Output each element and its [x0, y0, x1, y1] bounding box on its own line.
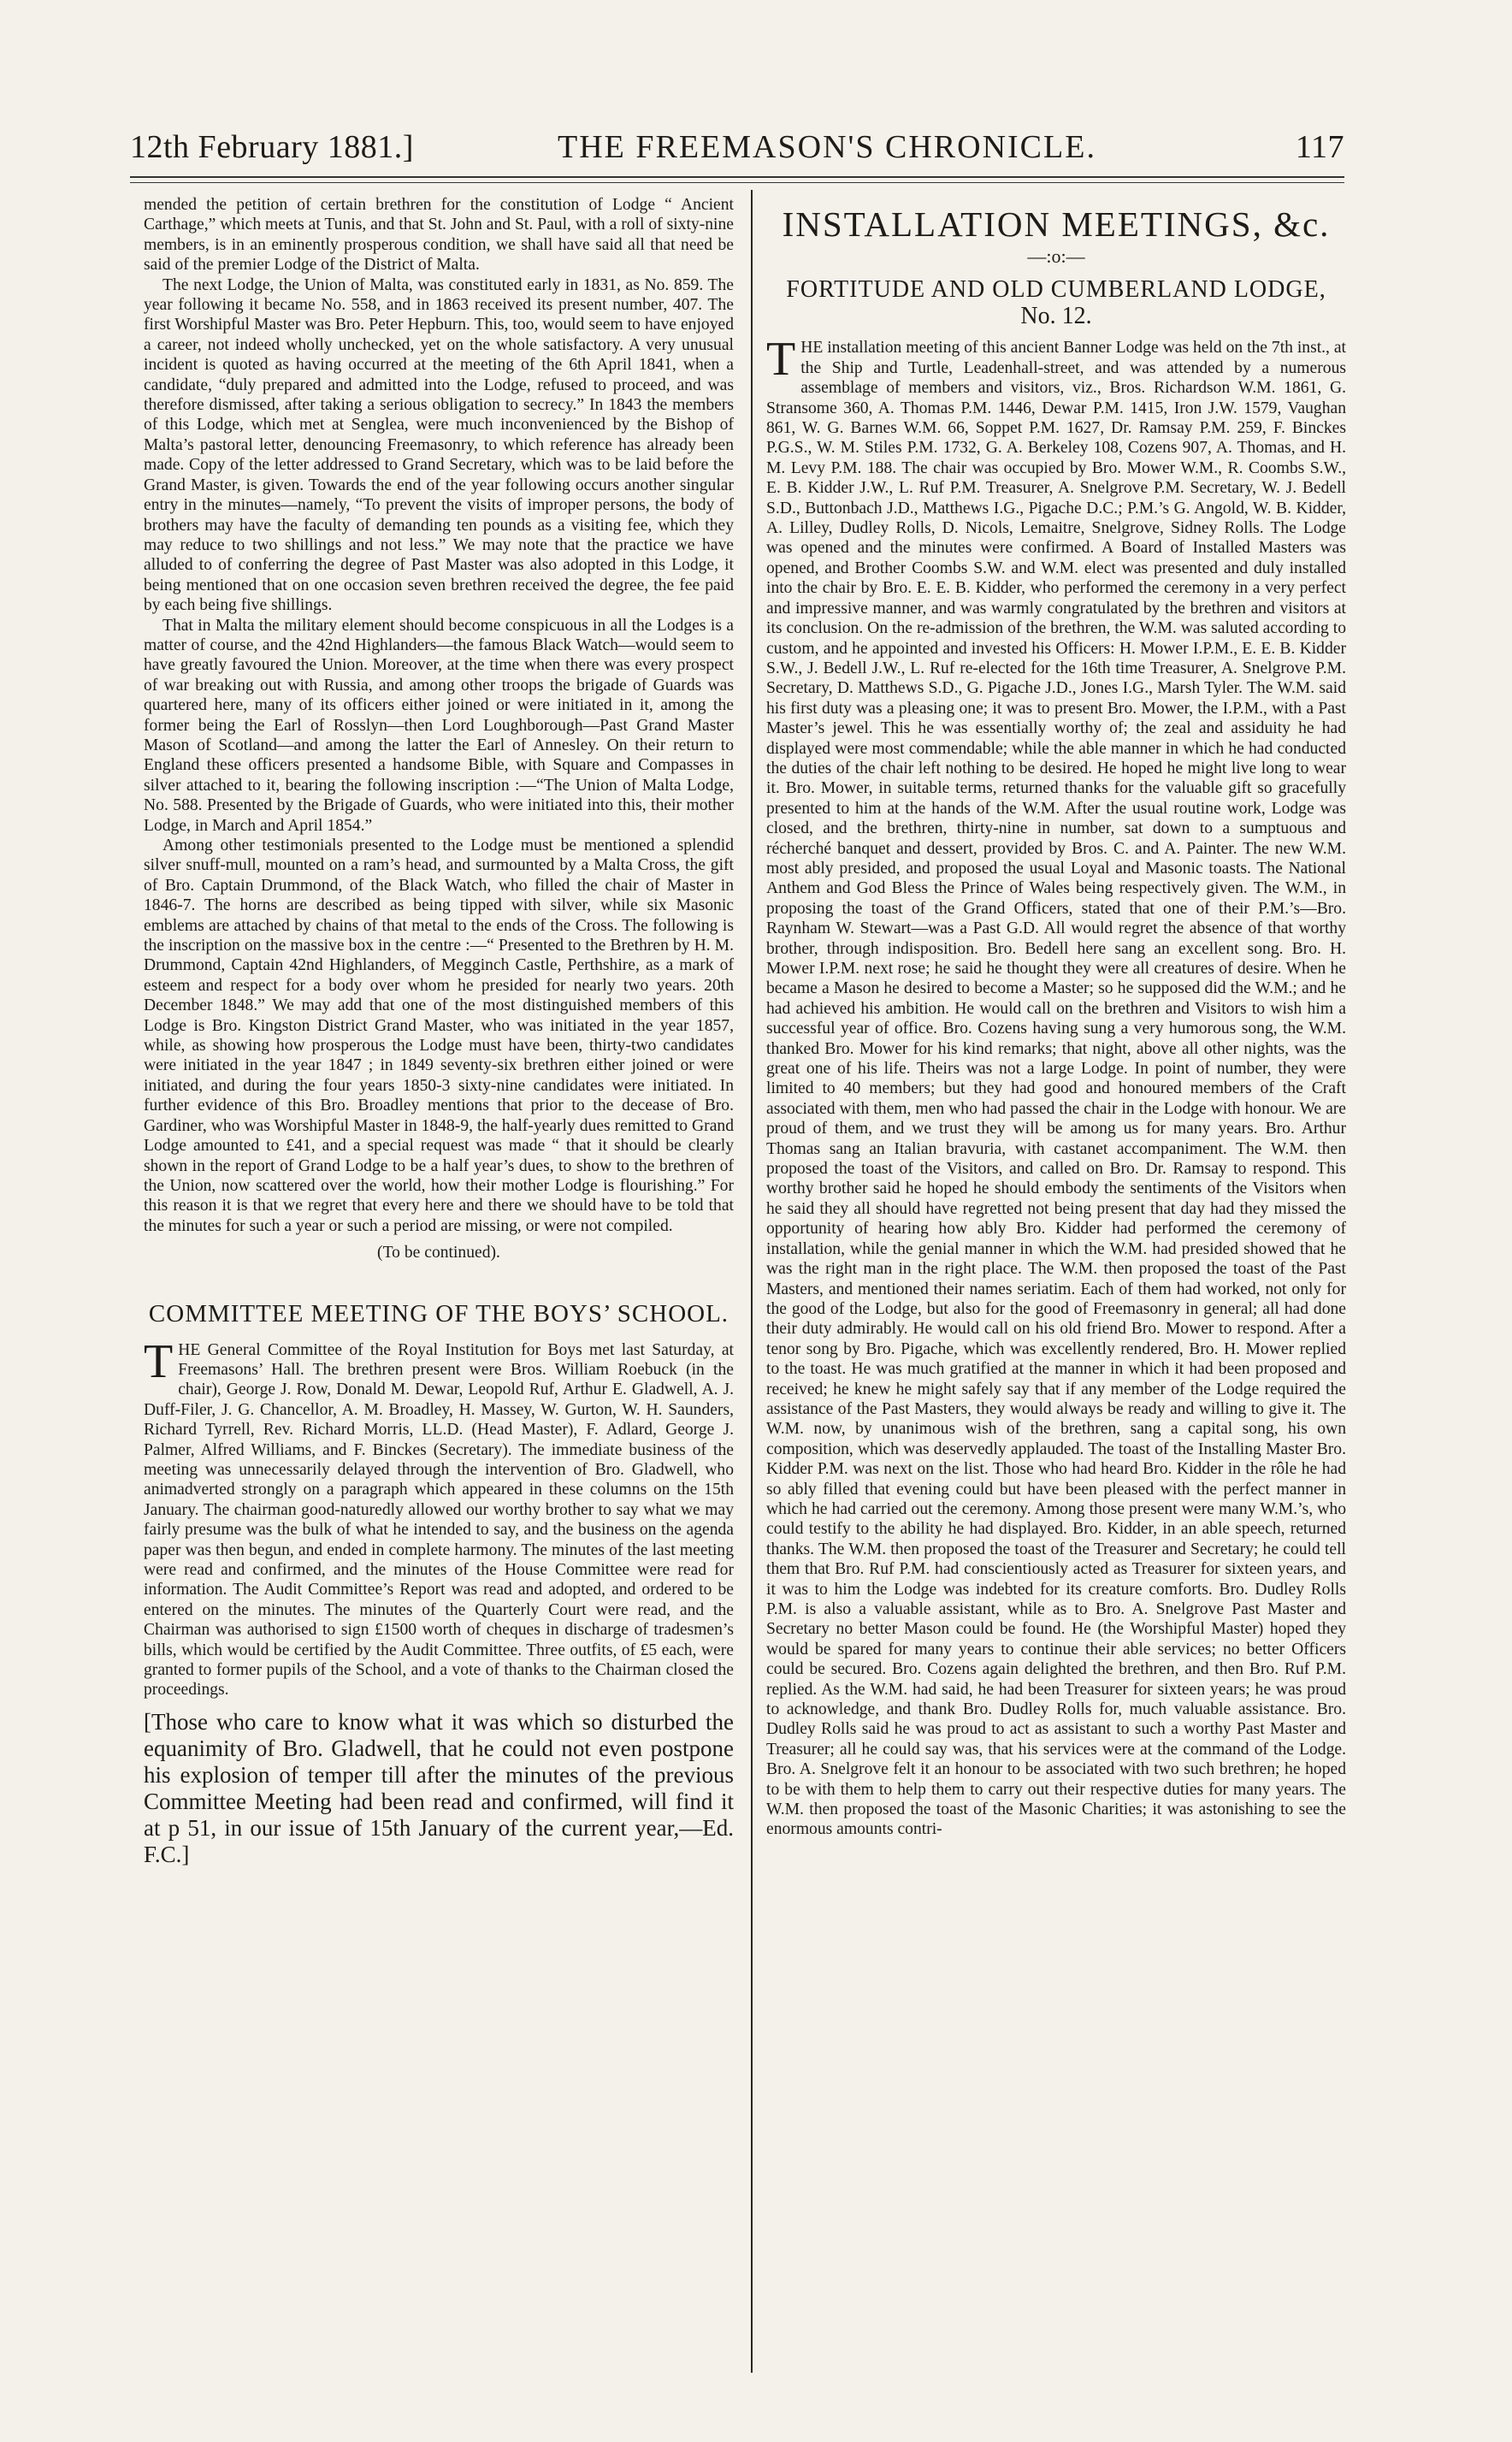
column-divider	[751, 190, 753, 2373]
page-number: 117	[1295, 129, 1344, 165]
masthead-title: THE FREEMASON'S CHRONICLE.	[558, 129, 1096, 165]
installation-report	[766, 333, 1346, 1839]
page-header	[130, 128, 1344, 168]
header-rule	[130, 176, 1344, 183]
lodge-number-heading: No. 12.	[1020, 303, 1092, 330]
installation-body: HE installation meeting of this ancient Banner Lodge was held on the 7th inst., at the Ship and Turtle, Leadenhall-street, and was attended by a numerous assemblage of members and visitors, viz., Bros. Richardson W.M. 1861, G. Stransome 360, A. Thomas P.M. 1446, Dewar P.M. 1415, Iron J.W. 1579, Vaughan 861, W. G. Barnes W.M. 66, Soppet P.M. 1627, Dr. Ramsay P.M. 259, F. Binckes P.G.S., W. M. Stiles P.M. 1732, G. A. Berkeley 108, Cozens 907, A. Thomas, and H. M. Levy P.M. 188. The chair was occupied by Bro. Mower W.M., R. Coombs S.W., E. B. Kidder J.W., L. Ruf P.M. Treasurer, A. Snelgrove P.M. Secretary, W. J. Bedell S.D., Buttonbach J.D., Matthews I.G., Pigache D.C.; P.M.’s G. Angold, W. B. Kidder, A. Lilley, Dudley Rolls, D. Nicols, Lemaitre, Snelgrove, Sidney Rolls. The Lodge was opened and the minutes were confirmed. A Board of Installed Masters was opened, and Brother Coombs S.W. and W.M. elect was presented and duly installed into the chair by Bro. E. E. B. Kidder, who performed the ceremony in a very perfect and impressive manner, and was warmly congratulated by the brethren and visitors at its conclusion. On the re-admission of the brethren, the W.M. was saluted according to custom, and he appointed and invested his Officers: H. Mower I.P.M., E. E. B. Kidder S.W., J. Bedell J.W., L. Ruf re-elected for the 16th time Treasurer, A. Snelgrove P.M. Secretary, D. Matthews S.D., G. Pigache J.D., Jones I.G., Marsh Tyler. The W.M. said his first duty was a pleasing one; it was to present Bro. Mower, the I.P.M., with a Past Master’s jewel. This he was essentially worthy of; the zeal and assiduity he had displayed were most commendable; while the able manner in which he had conducted the duties of the chair left nothing to be desired. He hoped he might live long to wear it. Bro. Mower, in suitable terms, returned thanks for the valuable gift so gracefully presented to him at the hands of the W.M. After the usual routine work, Lodge was closed, and the brethren, thirty-nine in number, sat down to a sumptuous and récherché banquet and dessert, provided by Bros. C. and A. Painter. The new W.M. most ably presided, and proposed the usual Loyal and Masonic toasts. The National Anthem and God Bless the Prince of Wales being respectively given. The W.M., in proposing the toast of the Grand Officers, stated that one of their P.M.’s—Bro. Raynham W. Stewart—was a Past G.D. All would regret the absence of that worthy brother, through indisposition. Bro. Bedell here sang an excellent song. Bro. H. Mower I.P.M. next rose; he said he thought they were all creatures of desire. When he became a Mason he desired to become a Master; so he supposed did the W.M.; and he had achieved his ambition. He would call on the brethren and Visitors to wish him a successful year of office. Bro. Cozens having sung a very humorous song, the W.M. thanked Bro. Mower for his kind remarks; that night, above all other nights, was the great one of his life. Theirs was not a large Lodge. In point of number, they were limited to 40 members; but they had good and honoured members of the Craft associated with them, men who had passed the chair in the Lodge with honour. We are proud of them, and we trust they will be among us for many years. Bro. Arthur Thomas sang an Italian bravuria, with castanet accompaniment. The W.M. then proposed the toast of the Visitors, and called on Bro. Dr. Ramsay to respond. This worthy brother said he hoped he should embody the sentiments of the Visitors when he said they all should have regretted not being present that day had they missed the opportunity of hearing how ably Bro. Kidder had performed the ceremony of installation, while the genial manner in which the W.M. had presided showed that he was the right man in the right place. The W.M. then proposed the toast of the Past Masters, and mentioned their names seriatim. Each of them had worked, not only for the good of the Lodge, but also for the good of Freemasonry in general; all had done their duty admirably. He would call on his old friend Bro. Mower to respond. After a tenor song by Bro. Pigache, which was excellently rendered, Bro. H. Mower replied to the toast. He was much gratified at the manner in which it had been proposed and received; he knew he might safely say that if any member of the Lodge required the assistance of the Past Masters, they would always be ready and willing to give it. The W.M. now, by unanimous wish of the brethren, sang a capital song, his own composition, which was deservedly applauded. The toast of the Installing Master Bro. Kidder P.M. was next on the list. Those who had heard Bro. Kidder in the rôle he had so ably filled that evening could but have been pleased with the perfect manner in which he had carried out the ceremony. Among those present were many W.M.’s, who could testify to the ability he had displayed. Bro. Kidder, in an able speech, returned thanks. The W.M. then proposed the toast of the Treasurer and Secretary; he could tell them that Bro. Ruf P.M. had conscientiously acted as Treasurer for sixteen years, and it was to him the Lodge was indebted for its creature comforts. Bro. Dudley Rolls P.M. is also a valuable assistant, while as to Bro. A. Snelgrove Past Master and Secretary no better Mason could be found. He (the Worshipful Master) hoped they would be spared for many years to continue their able services; no better Officers could be secured. Bro. Cozens again delighted the brethren, and then Bro. Ruf P.M. replied. As the W.M. had said, he had been Treasurer for sixteen years; he was proud to acknowledge, and thank Bro. Dudley Rolls for, much valuable assistance. Bro. Dudley Rolls said he was proud to act as assistant to such a worthy Past Master and Treasurer; all he could say was, that his services were at the command of the Lodge. Bro. A. Snelgrove felt it an honour to be associated with two such brethren; he hoped to be with them to help them to carry out their respective duties for many years. The W.M. then proposed the toast of the Masonic Charities; it was astonishing to see the enormous amounts contri-	[766, 339, 1346, 1839]
drop-cap: T	[766, 333, 796, 387]
committee-section-title: COMMITTEE MEETING OF THE BOYS’ SCHOOL.	[148, 1299, 729, 1327]
article-paragraph: Among other testimonials presented to the Lodge must be mentioned a splendid silver snuff-mull, mounted on a ram’s head, and surmounted by a Malta Cross, the gift of Bro. Captain Drummond, of the Black Watch, who filled the chair of Master in 1846-7. The horns are described as being tipped with silver, while six Masonic emblems are attached by chains of that metal to the ends of the Cross. The following is the inscription on the massive box in the centre :—“ Presented to the Brethren by H. M. Drummond, Captain 42nd Highlanders, of Megginch Castle, Perthshire, as a mark of esteem and respect for a body over whom he presided for nearly two years. 20th December 1848.” We may add that one of the most distinguished members of this Lodge is Bro. Kingston District Grand Master, who was initiated in the year 1857, while, as showing how prosperous the Lodge must have been, thirty-two candidates were initiated in the year 1847 ; in 1849 seventy-six brethren either joined or were initiated, and during the four years 1850-3 sixty-nine candidates were initiated. In further evidence of this Bro. Broadley mentions that prior to the decease of Bro. Gardiner, who was Worshipful Master in 1848-9, the half-yearly dues remitted to Grand Lodge amounted to £41, and a special request was made “ that it should be clearly shown in the report of Grand Lodge to be a half year’s dues, to show to the brethren of the Union, now scattered over the world, how their mother Lodge is flourishing.” For this reason it is that we regret that every here and there we should have to be told that the minutes for such a year or such a period are missing, or were not compiled.	[144, 837, 734, 1235]
section-heading: INSTALLATION MEETINGS, &c.	[782, 204, 1331, 244]
committee-paragraph	[144, 1334, 734, 1700]
right-column	[766, 195, 1346, 1840]
header-date: 12th February 1881.]	[130, 129, 414, 165]
article-paragraph: mended the petition of certain brethren for the constitution of Lodge “ Ancient Carthage,” which meets at Tunis, and that St. John and St. Paul, with a roll of sixty-nine members, is in an eminently prosperous condition, we shall have said all that need be said of the premier Lodge of the District of Malta.	[144, 196, 734, 275]
drop-cap: T	[144, 1334, 174, 1388]
editor-note: [Those who care to know what it was which so disturbed the equanimity of Bro. Gladwell, that he could not even postpone his explosion of temper till after the minutes of the previous Committee Meeting had been read and confirmed, will find it at p 51, in our issue of 15th January of the current year,—Ed. F.C.]	[144, 1708, 734, 1867]
committee-body: HE General Committee of the Royal Institution for Boys met last Saturday, at Freemasons’ Hall. The brethren present were Bros. William Roebuck (in the chair), George J. Row, Donald M. Dewar, Leopold Ruf, Arthur E. Gladwell, A. J. Duff-Filer, J. G. Chancellor, A. M. Broadley, H. Massey, W. Gurton, W. H. Saunders, Richard Tyrrell, Rev. Richard Morris, LL.D. (Head Master), F. Adlard, George J. Palmer, Alfred Williams, and F. Binckes (Secretary). The immediate business of the meeting was unnecessarily delayed through the intervention of Bro. Gladwell, who animadverted strongly on a paragraph which appeared in these columns on the 15th January. The chairman good-naturedly allowed our worthy brother to say what we may fairly presume was the bulk of what he intended to say, and the business on the agenda paper was then begun, and ended in complete harmony. The minutes of the last meeting were read and confirmed, and the minutes of the House Committee were read for information. The Audit Committee’s Report was read and adopted, and ordered to be entered on the minutes. The minutes of the Quarterly Court were read, and the Chairman was authorised to sign £1500 worth of cheques in discharge of tradesmen’s bills, which would be certified by the Audit Committee. Three outfits, of £5 each, were granted to former pupils of the School, and a vote of thanks to the Chairman closed the proceedings.	[144, 1340, 734, 1700]
lodge-name-heading: FORTITUDE AND OLD CUMBERLAND LODGE,	[786, 276, 1326, 304]
article-paragraph: The next Lodge, the Union of Malta, was constituted early in 1831, as No. 859. The year following it became No. 558, and in 1863 received its present number, 407. The first Worshipful Master was Bro. Peter Hepburn. This, too, would seem to have enjoyed a career, not indeed wholly unchecked, yet on the whole satisfactory. A very unusual incident is quoted as having occurred at the meeting of the 6th April 1841, when a candidate, “duly prepared and admitted into the Lodge, refused to proceed, and was therefore dismissed, after taking a serious obligation to secrecy.” In 1843 the members of this Lodge, which met at Senglea, were much inconvenienced by the Bishop of Malta’s pastoral letter, denouncing Freemasonry, to which reference has already been made. Copy of the letter addressed to Grand Secretary, which was to be laid before the Grand Master, is given. Towards the end of the year following occurs another singular entry in the minutes—namely, “To prevent the visits of improper persons, the body of brothers may have the faculty of demanding ten pounds as a visiting fee, which they may reduce to two shillings and not less.” We may note that the practice we have alluded to of conferring the degree of Past Master was also adopted in this Lodge, it being mentioned that on one occasion seven brethren received the degree, the fee paid by each being five shillings.	[144, 275, 734, 615]
to-be-continued: (To be continued).	[377, 1244, 500, 1262]
ornament-divider: —:o:—	[1027, 245, 1085, 267]
left-column	[144, 195, 734, 1868]
article-paragraph: That in Malta the military element should become conspicuous in all the Lodges is a matter of course, and the 42nd Highlanders—the famous Black Watch—would seem to have greatly favoured the Union. Moreover, at the time when there was every prospect of war breaking out with Russia, and among other troops the brigade of Guards was quartered here, many of its officers either joined or were initiated in it, among the former being the Earl of Rosslyn—then Lord Loughborough—Past Grand Master Mason of Scotland—and among the latter the Earl of Annesley. On their return to England these officers presented a handsome Bible, with Square and Compasses in silver attached to it, bearing the following inscription :—“The Union of Malta Lodge, No. 588. Presented by the Brigade of Guards, who were initiated into this, their mother Lodge, in March and April 1854.”	[144, 616, 734, 835]
